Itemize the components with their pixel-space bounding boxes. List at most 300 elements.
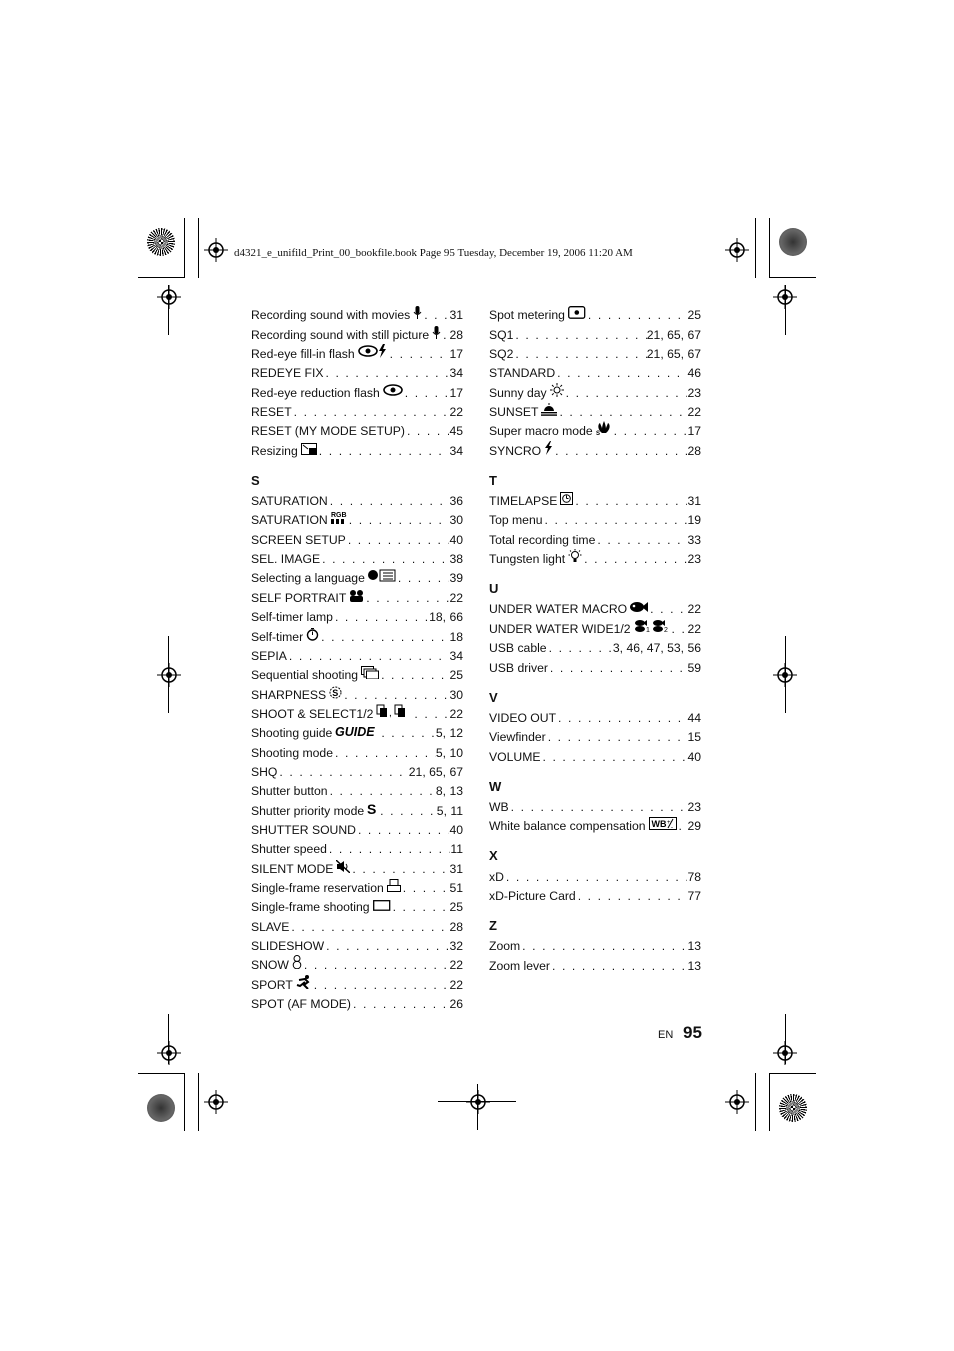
dot-leader (595, 533, 687, 547)
dot-leader (556, 711, 687, 725)
index-entry-pages: 28 (449, 919, 463, 934)
index-entry-pages: 21, 65, 67 (408, 764, 463, 779)
registration-mark-icon (773, 285, 797, 309)
index-entry-label: SHOOT & SELECT1/2 (251, 706, 374, 721)
index-entry-pages: 31 (449, 861, 463, 876)
index-entry-label: Self-timer lamp (251, 610, 333, 625)
index-entry (251, 489, 463, 508)
index-entry-pages: 17 (449, 347, 463, 362)
index-entry (251, 721, 463, 740)
index-entry-pages: 17 (687, 424, 701, 439)
dot-leader (612, 424, 688, 438)
index-entry-pages: 44 (687, 710, 701, 725)
self-portrait-icon (349, 589, 364, 605)
svg-text:GUIDE: GUIDE (335, 725, 375, 738)
resize-icon (301, 443, 317, 458)
index-entry-label: Single-frame reservation (251, 880, 384, 895)
index-entry-pages: 22 (449, 706, 463, 721)
index-entry (251, 303, 463, 322)
index-entry (251, 992, 463, 1011)
index-entry-pages: 22 (687, 405, 701, 420)
index-entry-label: SEPIA (251, 648, 287, 663)
index-entry-label: SPORT (251, 977, 293, 992)
index-entry (489, 508, 701, 527)
dot-leader (327, 842, 450, 856)
dot-leader (350, 862, 449, 876)
dot-leader (576, 889, 688, 903)
index-entry (489, 884, 701, 903)
index-entry (251, 818, 463, 837)
index-entry-pages: 38 (449, 552, 463, 567)
dot-leader (509, 800, 688, 814)
registration-mark-icon (725, 1090, 749, 1114)
index-entry-label: Sequential shooting (251, 668, 359, 683)
index-entry (489, 438, 701, 457)
index-entry-pages: 28 (687, 443, 701, 458)
index-entry-pages: 5, 12 (435, 726, 463, 741)
registration-mark-icon (773, 1041, 797, 1065)
svg-text:S: S (332, 687, 339, 698)
index-entry-pages: 13 (687, 939, 701, 954)
index-entry-pages: 22 (449, 958, 463, 973)
density-patch-icon (779, 228, 807, 256)
index-entry-pages: 30 (449, 513, 463, 528)
index-entry-label: Red-eye reduction flash (251, 385, 380, 400)
dot-leader (573, 494, 687, 508)
index-entry (251, 585, 463, 604)
svg-text:1: 1 (645, 626, 650, 633)
dot-leader (302, 958, 450, 972)
single-frame-icon (373, 899, 391, 914)
index-entry (251, 663, 463, 682)
dot-leader (379, 726, 436, 740)
dot-leader (403, 386, 450, 400)
index-entry (251, 438, 463, 457)
index-entry (251, 972, 463, 991)
index-entry-label: VOLUME (489, 749, 541, 764)
index-entry (489, 795, 701, 814)
index-entry-pages: 31 (449, 308, 463, 323)
index-entry-label: Super macro mode (489, 424, 593, 439)
index-entry-pages: 28 (449, 327, 463, 342)
flash-icon (544, 441, 553, 458)
tungsten-icon (568, 549, 582, 566)
index-entry (489, 953, 701, 972)
dot-leader (328, 784, 436, 798)
dot-leader (356, 823, 449, 837)
dot-leader (396, 571, 450, 585)
timelapse-icon (560, 492, 573, 508)
index-entry-pages: 15 (687, 730, 701, 745)
registration-mark-icon (204, 238, 228, 262)
index-entry-label: Shutter button (251, 784, 328, 799)
index-entry (251, 624, 463, 643)
index-entry-label: Resizing (251, 443, 298, 458)
sequential-icon (361, 666, 379, 682)
index-entry (251, 400, 463, 419)
dot-leader (670, 622, 688, 636)
dot-leader (555, 366, 687, 380)
starburst-target-icon (147, 228, 175, 256)
dot-leader (677, 819, 688, 833)
shoot-select-icon (376, 704, 412, 721)
index-entry (251, 702, 463, 721)
index-entry-label: Shutter priority mode (251, 803, 365, 818)
index-entry (251, 856, 463, 875)
index-entry (251, 914, 463, 933)
registration-mark-icon (157, 663, 181, 687)
index-entry-pages: 29 (687, 819, 701, 834)
index-entry (251, 547, 463, 566)
index-entry-label: STANDARD (489, 366, 556, 381)
index-entry (251, 508, 463, 527)
starburst-target-icon (779, 1094, 807, 1122)
index-entry-label: SHQ (251, 764, 278, 779)
svg-text:S: S (367, 801, 377, 815)
index-entry-pages: 8, 13 (435, 784, 463, 799)
index-entry-pages: 18, 66 (429, 610, 463, 625)
svg-text:S: S (595, 431, 600, 436)
index-entry-pages: 34 (449, 366, 463, 381)
index-entry (251, 798, 463, 817)
index-entry-label: Recording sound with movies (251, 308, 411, 323)
index-entry-label: Spot metering (489, 308, 565, 323)
index-entry-pages: 25 (449, 900, 463, 915)
index-entry-pages: 51 (449, 880, 463, 895)
dot-leader (648, 602, 687, 616)
index-entry-pages: 17 (449, 385, 463, 400)
registration-mark-icon (725, 238, 749, 262)
index-entry-label: SATURATION (251, 513, 328, 528)
index-entry-pages: 77 (687, 888, 701, 903)
svg-text:2: 2 (663, 626, 668, 633)
sun-icon (550, 383, 564, 400)
index-entry (489, 547, 701, 566)
section-letter: X (489, 848, 498, 864)
index-entry-label: Recording sound with still picture (251, 327, 430, 342)
index-entry-label: UNDER WATER MACRO (489, 602, 628, 617)
index-entry-label: SNOW (251, 958, 289, 973)
index-entry-pages: 13 (687, 958, 701, 973)
index-entry-pages: 34 (449, 443, 463, 458)
super-macro-icon (596, 421, 612, 438)
index-entry (251, 527, 463, 546)
index-entry-label: Top menu (489, 513, 543, 528)
dot-leader (550, 959, 687, 973)
index-entry (251, 837, 463, 856)
index-entry-pages: 21, 65, 67 (646, 347, 701, 362)
dot-leader (378, 804, 437, 818)
index-entry (251, 566, 463, 585)
index-column-left (251, 303, 463, 1011)
red-eye-flash-icon (358, 344, 388, 361)
dot-leader (277, 765, 408, 779)
dot-leader (540, 750, 687, 764)
index-entry (251, 419, 463, 438)
dot-leader (548, 661, 688, 675)
index-entry-pages: 40 (449, 532, 463, 547)
index-entry (489, 527, 701, 546)
index-entry (489, 864, 701, 883)
svg-text:-: - (670, 825, 673, 831)
index-entry (489, 934, 701, 953)
index-entry-label: SLAVE (251, 919, 290, 934)
index-entry-label: SCREEN SETUP (251, 532, 346, 547)
index-entry (489, 597, 701, 616)
index-entry-label: Red-eye fill-in flash (251, 347, 355, 362)
index-entry-label: WB (489, 799, 509, 814)
index-entry-pages: 34 (449, 648, 463, 663)
dot-leader (582, 552, 687, 566)
index-entry-pages: 30 (449, 687, 463, 702)
language-label: EN (658, 1029, 674, 1041)
dot-leader (351, 997, 449, 1011)
dot-leader (364, 591, 449, 605)
dot-leader (323, 366, 449, 380)
index-entry-label: Zoom lever (489, 958, 550, 973)
index-entry-label: Self-timer (251, 629, 304, 644)
index-entry-pages: 36 (449, 494, 463, 509)
registration-mark-icon (157, 285, 181, 309)
index-entry-pages: 59 (687, 660, 701, 675)
index-entry (489, 655, 701, 674)
svg-text:+: + (666, 820, 671, 827)
section-letter: Z (489, 917, 497, 933)
index-entry (489, 706, 701, 725)
index-entry-pages: 5, 10 (435, 745, 463, 760)
svg-text:,: , (389, 707, 393, 718)
index-entry-label: SEL. IMAGE (251, 552, 321, 567)
index-entry-pages: 23 (687, 799, 701, 814)
dot-leader (557, 405, 687, 419)
section-letter: S (251, 472, 260, 488)
dot-leader (441, 328, 449, 342)
dot-leader (504, 870, 688, 884)
index-entry-pages: 18 (449, 629, 463, 644)
section-letter: W (489, 778, 502, 794)
dot-leader (324, 939, 449, 953)
microphone-icon (413, 306, 422, 322)
section-letter: V (489, 689, 498, 705)
index-entry (489, 725, 701, 744)
index-entry (489, 303, 701, 322)
index-entry (489, 400, 701, 419)
rgb-icon (331, 510, 347, 527)
registration-mark-icon (157, 1041, 181, 1065)
sharpness-icon (329, 686, 342, 702)
index-entry-label: RESET (251, 405, 292, 420)
index-entry (489, 814, 701, 833)
dot-leader (586, 308, 688, 322)
index-entry-label: SQ2 (489, 347, 514, 362)
dot-leader (513, 347, 646, 361)
index-entry (489, 342, 701, 361)
dot-leader (564, 386, 688, 400)
index-entry (489, 322, 701, 341)
index-entry-pages: 39 (449, 571, 463, 586)
index-entry-pages: 31 (687, 494, 701, 509)
index-entry (251, 322, 463, 341)
index-entry-label: xD (489, 869, 504, 884)
index-entry-label: SILENT MODE (251, 861, 334, 876)
index-column-right (489, 303, 701, 973)
dot-leader (553, 444, 687, 458)
index-entry-label: Zoom (489, 939, 521, 954)
dot-leader (388, 347, 450, 361)
fish-icon (630, 601, 648, 616)
index-entry (251, 779, 463, 798)
index-entry-pages: 46 (687, 366, 701, 381)
index-entry (251, 342, 463, 361)
spot-metering-icon (568, 306, 586, 322)
index-entry-pages: 22 (449, 590, 463, 605)
dot-leader (513, 328, 646, 342)
index-entry (251, 895, 463, 914)
dot-leader (319, 630, 449, 644)
index-entry-label: SYNCRO (489, 443, 542, 458)
self-timer-icon (306, 628, 319, 644)
dot-leader (312, 978, 450, 992)
index-entry (489, 361, 701, 380)
snowman-icon (292, 955, 302, 972)
index-entry-label: SELF PORTRAIT (251, 590, 347, 605)
silent-icon (336, 860, 350, 876)
print-reserve-icon (387, 879, 401, 895)
eye-icon (383, 383, 403, 400)
index-entry-label: Single-frame shooting (251, 900, 370, 915)
fish-wide-icon (634, 619, 670, 636)
registration-mark-icon (773, 663, 797, 687)
page-number: 95 (683, 1023, 702, 1042)
index-entry-label: SHARPNESS (251, 687, 327, 702)
print-header: d4321_e_unifild_Print_00_bookfile.book Page 95 Tuesday, December 19, 2006 11:20 AM (234, 247, 633, 259)
index-entry (251, 934, 463, 953)
index-entry-pages: 22 (687, 621, 701, 636)
index-entry-label: Viewfinder (489, 730, 546, 745)
index-entry-label: Shooting guide (251, 726, 333, 741)
dot-leader (333, 746, 436, 760)
index-entry-pages: 22 (449, 405, 463, 420)
density-patch-icon (147, 1094, 175, 1122)
index-entry-pages: 26 (449, 997, 463, 1012)
index-entry (251, 876, 463, 895)
index-entry-label: Tungsten light (489, 552, 566, 567)
dot-leader (287, 649, 450, 663)
index-entry-pages: 19 (687, 513, 701, 528)
index-entry-pages: 40 (687, 749, 701, 764)
svg-text:RGB: RGB (330, 512, 347, 520)
dot-leader (412, 707, 449, 721)
index-entry-pages: 11 (450, 842, 463, 857)
index-entry-pages: 21, 65, 67 (646, 327, 701, 342)
index-entry-label: USB cable (489, 641, 547, 656)
dot-leader (405, 424, 449, 438)
index-entry-pages: 22 (449, 977, 463, 992)
index-entry-label: xD-Picture Card (489, 888, 576, 903)
s-mode-icon (367, 802, 378, 818)
index-entry (251, 605, 463, 624)
section-letter: T (489, 472, 497, 488)
index-entry-label: SHUTTER SOUND (251, 822, 356, 837)
dot-leader (546, 730, 688, 744)
svg-text:WB: WB (651, 819, 666, 830)
dot-leader (333, 610, 429, 624)
index-entry-pages: 33 (687, 532, 701, 547)
registration-mark-icon (204, 1090, 228, 1114)
index-entry-label: SUNSET (489, 405, 539, 420)
index-entry-label: SLIDESHOW (251, 939, 325, 953)
index-entry (489, 380, 701, 399)
index-entry-label: SPOT (AF MODE) (251, 997, 351, 1012)
index-entry-label: SATURATION (251, 494, 328, 509)
index-entry-pages: 45 (449, 424, 463, 439)
index-entry (489, 744, 701, 763)
index-entry (251, 953, 463, 972)
registration-mark-icon (466, 1090, 490, 1114)
index-entry-label: White balance compensation (489, 819, 646, 834)
dot-leader (342, 688, 449, 702)
index-entry-pages: 22 (687, 602, 701, 617)
index-entry-label: REDEYE FIX (251, 366, 324, 381)
dot-leader (547, 641, 613, 655)
index-entry-label: USB driver (489, 660, 548, 675)
sport-icon (296, 975, 312, 992)
index-entry (251, 361, 463, 380)
dot-leader (347, 513, 450, 527)
dot-leader (289, 920, 449, 934)
index-entry-pages: 25 (449, 668, 463, 683)
index-entry-pages: 78 (687, 869, 701, 884)
section-letter: U (489, 581, 499, 597)
index-entry-label: TIMELAPSE (489, 494, 558, 509)
dot-leader (422, 308, 449, 322)
sunset-icon (541, 403, 557, 419)
dot-leader (292, 405, 450, 419)
index-entry-pages: 23 (687, 385, 701, 400)
index-entry-label: Shooting mode (251, 745, 333, 760)
index-entry-label: RESET (MY MODE SETUP) (251, 424, 405, 439)
index-entry (489, 636, 701, 655)
dot-leader (320, 552, 449, 566)
language-icon (368, 569, 396, 585)
index-entry (489, 419, 701, 438)
index-entry (251, 682, 463, 701)
index-entry-label: Selecting a language (251, 571, 365, 586)
index-entry-pages: 25 (687, 308, 701, 323)
index-entry (251, 740, 463, 759)
index-entry-pages: 5, 11 (436, 803, 463, 818)
index-entry (489, 616, 701, 635)
index-entry-pages: 32 (449, 939, 463, 953)
index-entry-label: Total recording time (489, 532, 596, 547)
guide-icon (335, 725, 379, 740)
index-entry-pages: 40 (449, 822, 463, 837)
index-entry-label: Shutter speed (251, 842, 327, 857)
dot-leader (543, 513, 688, 527)
wb-comp-icon (649, 817, 677, 833)
index-entry (251, 760, 463, 779)
index-entry (251, 644, 463, 663)
index-entry-label: SQ1 (489, 327, 514, 342)
dot-leader (379, 668, 449, 682)
index-entry-label: UNDER WATER WIDE1/2 (489, 621, 631, 636)
dot-leader (328, 494, 450, 508)
dot-leader (401, 881, 450, 895)
index-entry (251, 380, 463, 399)
dot-leader (317, 444, 450, 458)
index-entry-label: Sunny day (489, 385, 547, 400)
dot-leader (520, 939, 687, 953)
